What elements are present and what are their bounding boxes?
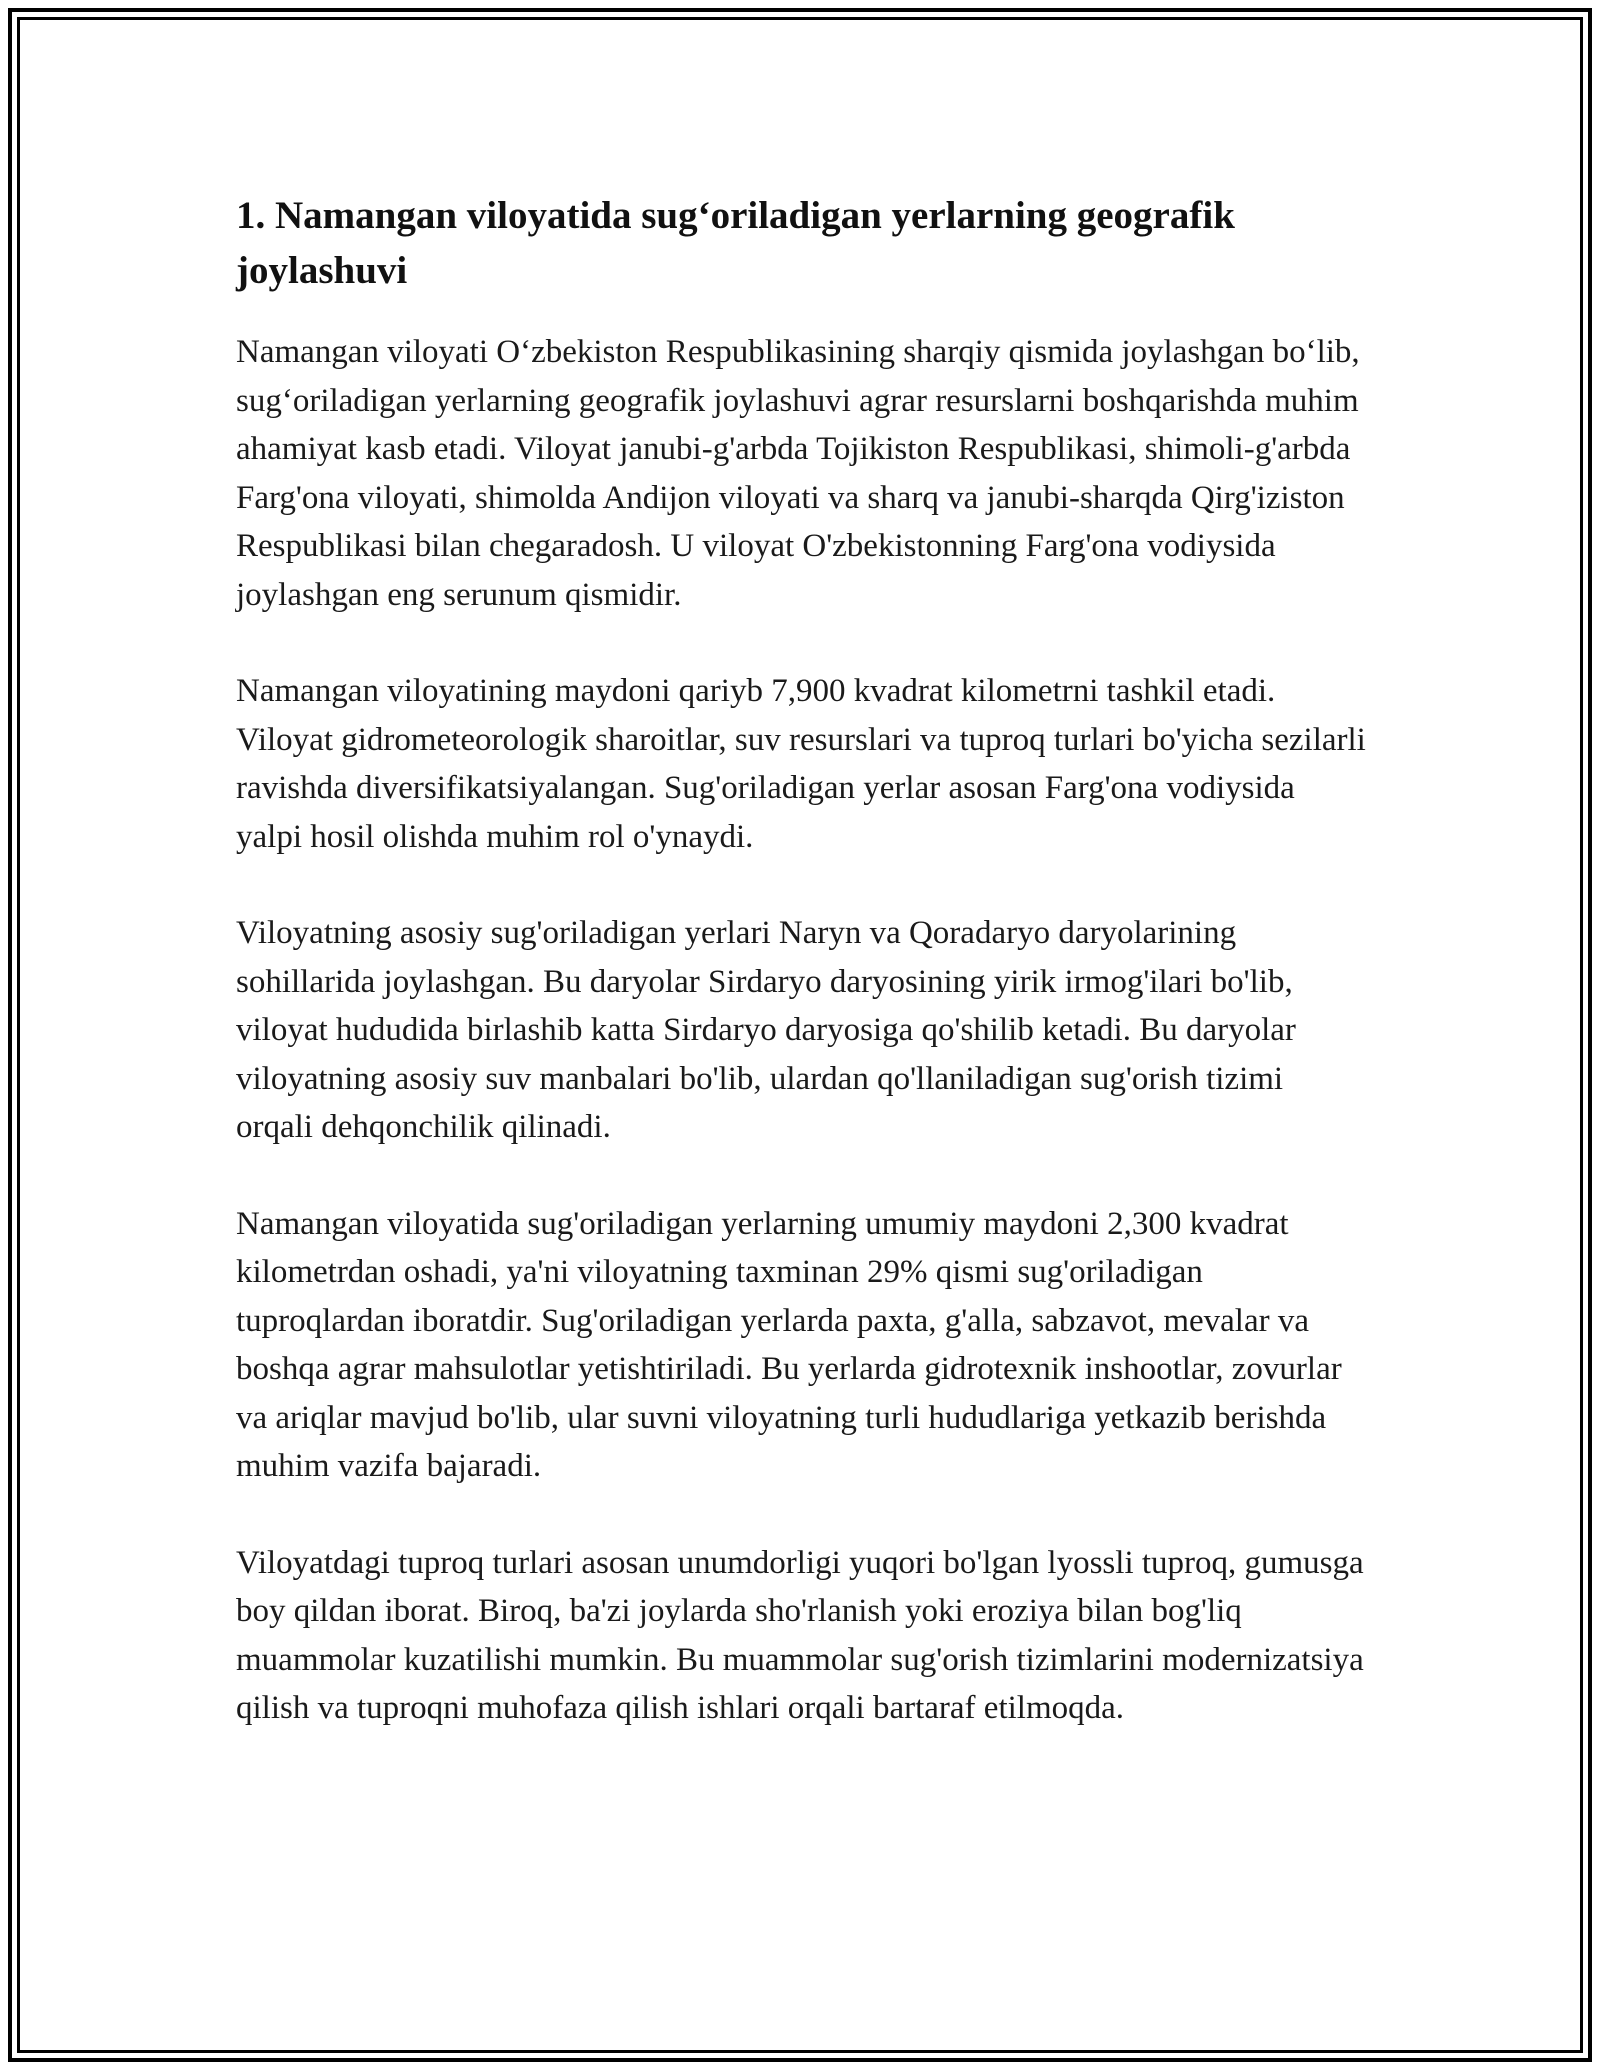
paragraph-4: Namangan viloyatida sug'oriladigan yerlarning umumiy maydoni 2,300 kvadrat kilometrdan oshadi, ya'ni viloyatning taxminan 29% qismi sug'oriladigan tuproqlardan iboratdir. Sug'oriladigan yerlarda paxta, g'alla, sabzavot, mevalar va boshqa agrar mahsulotlar yetishtiriladi. Bu yerlarda gidrotexnik inshootlar, zovurlar va ariqlar mavjud bo'lib, ular suvni viloyatning turli hududlariga yetkazib berishda muhim vazifa bajaradi. (236, 1205, 1342, 1484)
paragraph-3: Viloyatning asosiy sug'oriladigan yerlari Naryn va Qoradaryo daryolarining sohillarida joylashgan. Bu daryolar Sirdaryo daryosining yirik irmog'ilari bo'lib, viloyat hududida birlashib katta Sirdaryo daryosiga qo'shilib ketadi. Bu daryolar viloyatning asosiy suv manbalari bo'lib, ulardan qo'llaniladigan sug'orish tizimi orqali dehqonchilik qilinadi. (236, 915, 1296, 1145)
paragraph-1: Namangan viloyati O‘zbekiston Respublikasining sharqiy qismida joylashgan bo‘lib, sug‘oriladigan yerlarning geografik joylashuvi agrar resurslarni boshqarishda muhim ahamiyat kasb etadi. Viloyat janubi-g'arbda Tojikiston Respublikasi, shimoli-g'arbda Farg'ona viloyati, shimolda Andijon viloyati va sharq va janubi-sharqda Qirg'iziston Respublikasi bilan chegaradosh. U viloyat O'zbekistonning Farg'ona vodiysida joylashgan eng serunum qismidir. (236, 334, 1360, 613)
paragraph-5: Viloyatdagi tuproq turlari asosan unumdorligi yuqori bo'lgan lyossli tuproq, gumusga boy qildan iborat. Biroq, ba'zi joylarda sho'rlanish yoki eroziya bilan bog'liq muammolar kuzatilishi mumkin. Bu muammolar sug'orish tizimlarini modernizatsiya qilish va tuproqni muhofaza qilish ishlari orqali bartaraf etilmoqda. (236, 1544, 1364, 1726)
document-title: 1. Namangan viloyatida sug‘oriladigan yerlarning geografik joylashuvi (236, 194, 1235, 292)
paragraph-2: Namangan viloyatining maydoni qariyb 7,900 kvadrat kilometrni tashkil etadi. Viloyat gidrometeorologik sharoitlar, suv resurslari va tuproq turlari bo'yicha sezilarli ravishda diversifikatsiyalangan. Sug'oriladigan yerlar asosan Farg'ona vodiysida yalpi hosil olishda muhim rol o'ynaydi. (236, 673, 1366, 855)
document-body (236, 188, 1366, 1781)
